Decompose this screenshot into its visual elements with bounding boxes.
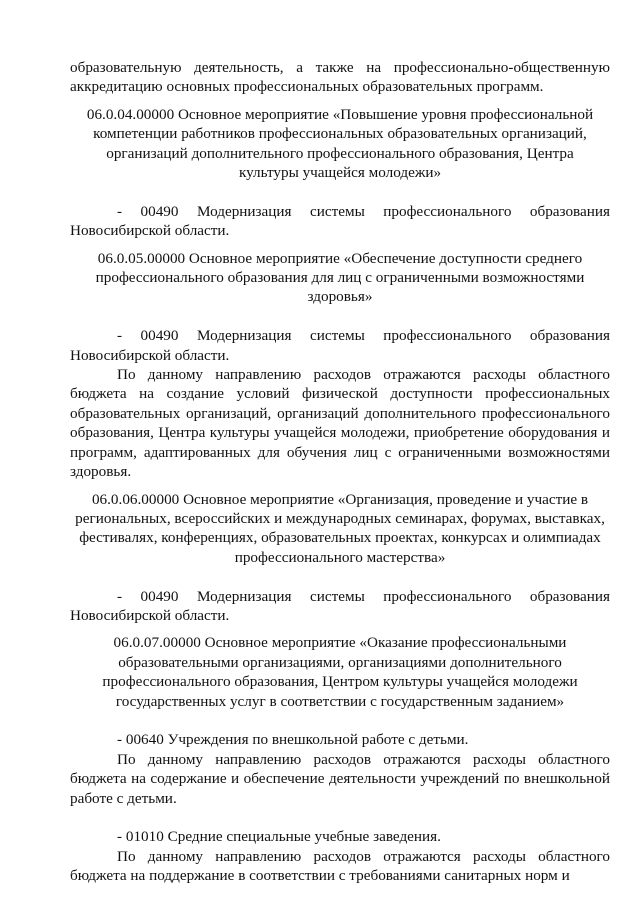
paragraph-00640: - 00640 Учреждения по внешкольной работе с детьми. [117,731,469,749]
paragraph-accessibility-expenses: По данному направлению расходов отражаются расходы областного бюджета на создание условий физической доступности профессиональных образовательных организаций, организаций дополнительного профессионального образования, Центра культуры учащейся молодежи, приобретение оборудования и программ, адаптированных для обучения лиц с ограниченными возможностями здоровья. [70,366,610,481]
document-body [70,58,610,886]
paragraph-sanitary-expenses: По данному направлению расходов отражаются расходы областного бюджета на поддержание в соответствии с требованиями санитарных норм и [70,847,610,885]
paragraph-00490-c: - 00490 Модернизация системы профессионального образования Новосибирской области. [70,587,610,624]
heading-06-0-04: 06.0.04.00000 Основное мероприятие «Повышение уровня профессиональной компетенции работников профессиональных образовательных организаций, организаций дополнительного профессионального образования, Центра культуры учащейся молодежи» [86,105,594,182]
heading-06-0-06: 06.0.06.00000 Основное мероприятие «Организация, проведение и участие в региональных, всероссийских и международных семинарах, форумах, выставках, фестивалях, конференциях, образовательных проектах, конкурсах и олимпиадах профессионального мастерства» [75,490,605,566]
heading-06-0-05: 06.0.05.00000 Основное мероприятие «Обеспечение доступности среднего профессионального образования для лиц с ограниченными возможностями здоровья» [95,249,585,306]
paragraph-00490-b: - 00490 Модернизация системы профессионального образования Новосибирской области. [70,327,610,364]
heading-06-0-07: 06.0.07.00000 Основное мероприятие «Оказание профессиональными образовательными организациями, организациями дополнительного профессионального образования, Центром культуры учащейся молодежи государственных услуг в соответствии с государственным заданием» [102,634,578,710]
paragraph-accreditation: образовательную деятельность, а также на профессионально-общественную аккредитацию основных профессиональных образовательных программ. [70,59,610,96]
paragraph-extracurricular-expenses: По данному направлению расходов отражаются расходы областного бюджета на содержание и обеспечение деятельности учреждений по внешкольной работе с детьми. [70,750,610,807]
paragraph-00490-a: - 00490 Модернизация системы профессионального образования Новосибирской области. [70,202,610,240]
paragraph-01010: - 01010 Средние специальные учебные заведения. [117,828,441,846]
